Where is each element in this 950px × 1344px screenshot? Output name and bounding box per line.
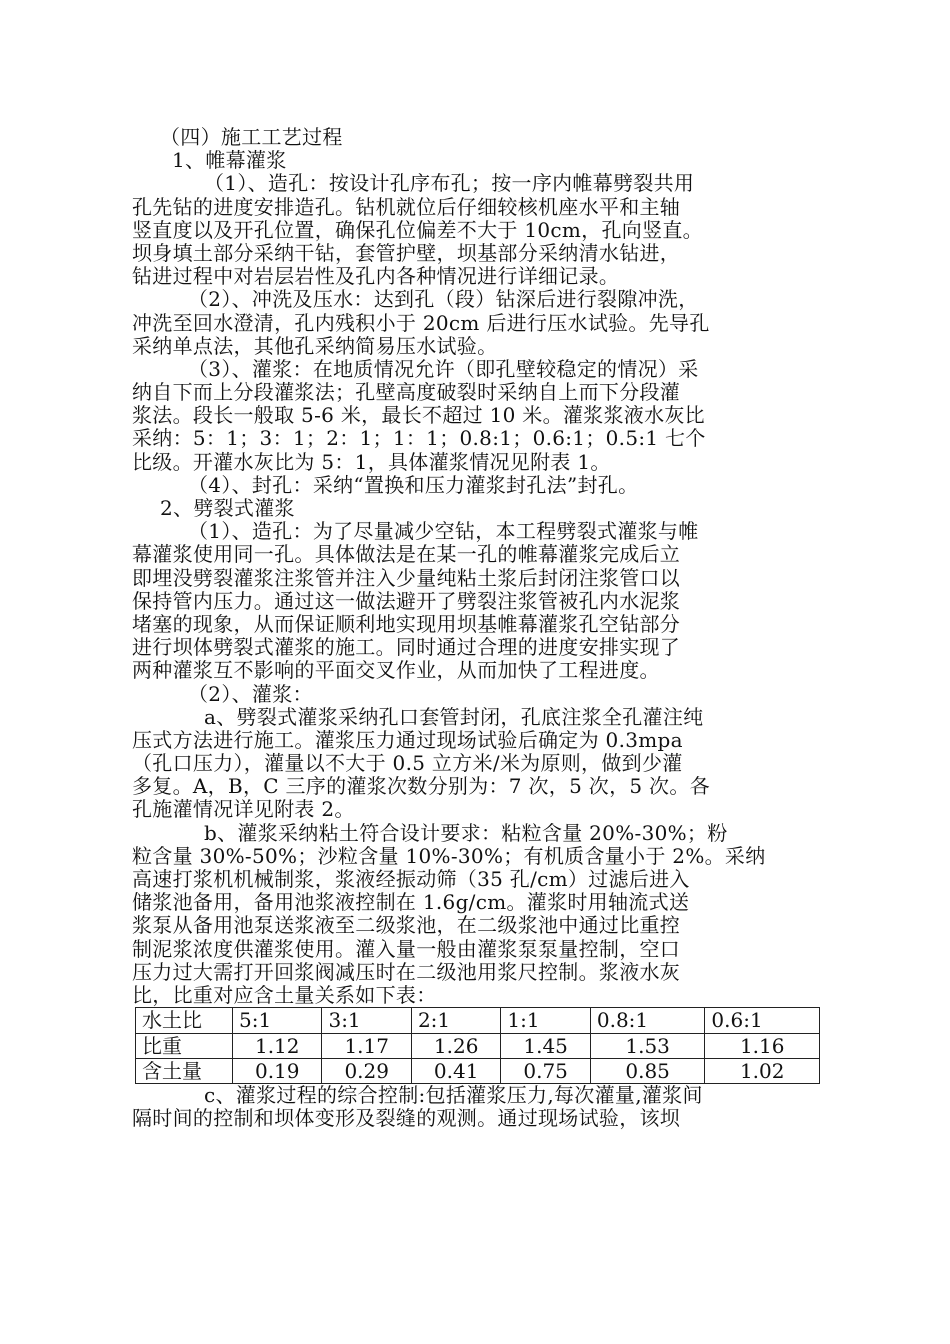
table-cell: 0.6:1 [705, 1008, 820, 1033]
paragraph-line: （1）、造孔：按设计孔序布孔；按一序内帷幕劈裂共用 [204, 171, 695, 196]
paragraph-line: 竖直度以及开孔位置，确保孔位偏差不大于 10cm，孔向竖直。 [132, 217, 703, 242]
paragraph-line: 比级。开灌水灰比为 5：1，具体灌浆情况见附表 1。 [132, 449, 611, 474]
table-cell: 1.02 [705, 1058, 820, 1083]
paragraph-line: 纳自下而上分段灌浆法；孔壁高度破裂时采纳自上而下分段灌 [132, 380, 681, 405]
table-row [136, 1033, 820, 1058]
paragraph-line: a、劈裂式灌浆采纳孔口套管封闭，孔底注浆全孔灌注纯 [204, 704, 704, 729]
paragraph-line: 隔时间的控制和坝体变形及裂缝的观测。通过现场试验，该坝 [132, 1106, 681, 1131]
table-cell: 1.12 [233, 1033, 322, 1058]
table-row-header: 含土量 [136, 1058, 233, 1083]
table-cell: 0.41 [411, 1058, 500, 1083]
paragraph-line: 孔先钻的进度安排造孔。钻机就位后仔细较核机座水平和主轴 [132, 194, 681, 219]
ratio-table [135, 1007, 820, 1084]
table-cell: 0.85 [590, 1058, 705, 1083]
paragraph-line: 进行坝体劈裂式灌浆的施工。同时通过合理的进度安排实现了 [132, 635, 681, 660]
paragraph-line: 压力过大需打开回浆阀减压时在二级池用浆尺控制。浆液水灰 [132, 959, 681, 984]
table-cell: 0.8:1 [590, 1008, 705, 1033]
table-row-header: 比重 [136, 1033, 233, 1058]
subsection-title-1: 1、帷幕灌浆 [172, 148, 287, 173]
paragraph-line: b、灌浆采纳粘土符合设计要求：粘粒含量 20%-30%；粉 [204, 820, 728, 845]
table-cell: 0.75 [501, 1058, 590, 1083]
table-cell: 1.26 [411, 1033, 500, 1058]
paragraph-line: （2）、冲洗及压水：达到孔（段）钻深后进行裂隙冲洗， [188, 287, 699, 312]
paragraph-line: 两种灌浆互不影响的平面交叉作业，从而加快了工程进度。 [132, 658, 660, 683]
paragraph-line: 储浆池备用，备用池浆液控制在 1.6g/cm。灌浆时用轴流式送 [132, 890, 690, 915]
paragraph-line: 冲洗至回水澄清，孔内残积小于 20cm 后进行压水试验。先导孔 [132, 310, 710, 335]
paragraph-line: 保持管内压力。通过这一做法避开了劈裂注浆管被孔内水泥浆 [132, 588, 681, 613]
paragraph-line: 浆法。段长一般取 5-6 米，最长不超过 10 米。灌浆浆液水灰比 [132, 403, 705, 428]
paragraph-line: 制泥浆浓度供灌浆使用。灌入量一般由灌浆泵泵量控制，空口 [132, 936, 681, 961]
table-cell: 1.17 [322, 1033, 411, 1058]
paragraph-line: （1）、造孔：为了尽量减少空钻，本工程劈裂式灌浆与帷 [188, 519, 699, 544]
table-row-header: 水土比 [136, 1008, 233, 1033]
paragraph-line: 高速打浆机机械制浆，浆液经振动筛（35 孔/cm）过滤后进入 [132, 867, 690, 891]
subsection-title-2: 2、劈裂式灌浆 [160, 496, 295, 520]
table-cell: 1:1 [501, 1008, 590, 1033]
paragraph-line: 压式方法进行施工。灌浆压力通过现场试验后确定为 0.3mpa [132, 727, 683, 752]
table-row [136, 1058, 820, 1083]
paragraph-line: （4）、封孔：采纳“置换和压力灌浆封孔法”封孔。 [188, 472, 639, 497]
paragraph-line: 堵塞的现象，从而保证顺利地实现用坝基帷幕灌浆孔空钻部分 [132, 611, 681, 636]
table-cell: 1.53 [590, 1033, 705, 1058]
table-cell: 3:1 [322, 1008, 411, 1033]
paragraph-line: 浆泵从备用池泵送浆液至二级浆池，在二级浆池中通过比重控 [132, 913, 681, 938]
table-cell: 1.45 [501, 1033, 590, 1058]
paragraph-line: 粒含量 30%-50%；沙粒含量 10%-30%；有机质含量小于 2%。采纳 [132, 843, 766, 868]
table-row [136, 1008, 820, 1033]
paragraph-line: 采纳单点法，其他孔采纳简易压水试验。 [132, 333, 498, 358]
paragraph-line: 钻进过程中对岩层岩性及孔内各种情况进行详细记录。 [132, 264, 620, 289]
paragraph-line: （3）、灌浆：在地质情况允许（即孔壁较稳定的情况）采 [188, 356, 699, 381]
table-cell: 5:1 [233, 1008, 322, 1033]
paragraph-line: 即埋没劈裂灌浆注浆管并注入少量纯粘土浆后封闭注浆管口以 [132, 565, 681, 590]
table-cell: 1.16 [705, 1033, 820, 1058]
paragraph-line: 孔施灌情况详见附表 2。 [132, 797, 355, 822]
paragraph-line: 多复。A，B，C 三序的灌浆次数分别为：7 次，5 次，5 次。各 [132, 774, 710, 799]
paragraph-line: 采纳：5：1；3：1；2：1；1：1；0.8:1；0.6:1；0.5:1 七个 [132, 426, 706, 451]
paragraph-subtitle: （2）、灌浆： [188, 681, 313, 706]
paragraph-line: （孔口压力），灌量以不大于 0.5 立方米/米为原则，做到少灌 [132, 751, 683, 776]
table-cell: 0.19 [233, 1058, 322, 1083]
paragraph-line: 比，比重对应含土量关系如下表： [132, 982, 437, 1007]
table-cell: 2:1 [411, 1008, 500, 1033]
table-cell: 0.29 [322, 1058, 411, 1083]
paragraph-line: c、灌浆过程的综合控制:包括灌浆压力,每次灌量,灌浆间 [204, 1083, 703, 1108]
paragraph-line: 坝身填土部分采纳干钻，套管护壁，坝基部分采纳清水钻进， [132, 240, 681, 265]
document-body [132, 126, 822, 1131]
paragraph-line: 幕灌浆使用同一孔。具体做法是在某一孔的帷幕灌浆完成后立 [132, 542, 681, 567]
section-heading: （四）施工工艺过程 [160, 125, 343, 149]
